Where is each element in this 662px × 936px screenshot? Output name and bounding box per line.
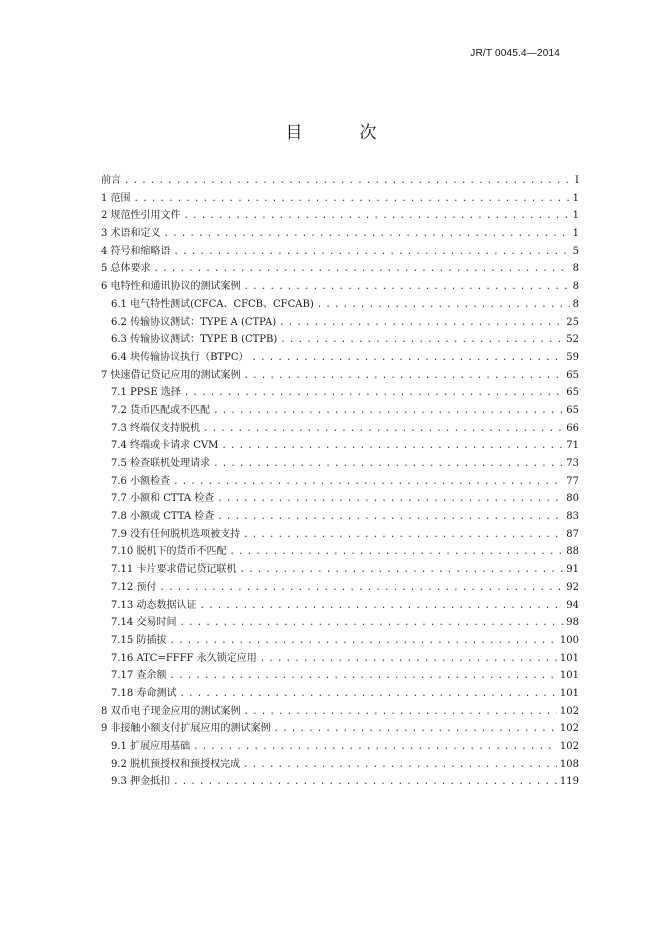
toc-entry-label: 前言: [101, 175, 121, 186]
toc-leader-dots: [217, 509, 563, 527]
toc-entry-page: 98: [566, 617, 579, 629]
toc-entry[interactable]: [101, 473, 579, 491]
toc-entry-label: 9.3 押金抵扣: [111, 776, 171, 788]
toc-entry-label: 6.2 传输协议测试：TYPE A (CTPA): [111, 316, 277, 328]
toc-entry[interactable]: [101, 773, 579, 791]
toc-entry-label: 7.10 脱机下的货币不匹配: [111, 546, 227, 558]
page-title: 目 次: [285, 123, 397, 143]
toc-entry-page: 1: [572, 210, 579, 222]
toc-leader-dots: [221, 438, 563, 456]
toc-entry-page: 65: [566, 404, 579, 416]
toc-entry-label: 7.1 PPSE 选择: [111, 387, 181, 399]
toc-leader-dots: [243, 757, 557, 775]
toc-leader-dots: [217, 491, 563, 509]
toc-entry[interactable]: [101, 597, 579, 615]
toc-entry[interactable]: [101, 384, 579, 402]
toc-leader-dots: [193, 739, 557, 757]
toc-leader-dots: [173, 474, 563, 492]
table-of-contents: [101, 172, 579, 791]
toc-leader-dots: [179, 686, 556, 704]
toc-entry[interactable]: [101, 561, 579, 579]
toc-entry[interactable]: [101, 650, 579, 668]
toc-leader-dots: [239, 562, 563, 580]
toc-entry-label: 9 非接触小额支付扩展应用的测试案例: [101, 723, 271, 735]
toc-entry[interactable]: [101, 190, 579, 208]
toc-entry-page: 52: [566, 334, 579, 346]
toc-leader-dots: [317, 297, 570, 315]
toc-leader-dots: [179, 615, 563, 633]
toc-leader-dots: [260, 651, 557, 669]
toc-entry-page: 119: [559, 776, 579, 788]
toc-leader-dots: [184, 208, 570, 226]
toc-entry-label: 7.4 终端或卡请求 CVM: [111, 440, 219, 452]
toc-entry[interactable]: [101, 420, 579, 438]
toc-entry-page: 101: [559, 652, 579, 664]
toc-entry-page: 94: [566, 599, 579, 611]
toc-entry-label: 7 快速借记贷记应用的测试案例: [101, 369, 241, 381]
toc-entry[interactable]: [101, 508, 579, 526]
toc-entry-label: 6 电特性和通讯协议的测试案例: [101, 281, 241, 293]
toc-entry-label: 7.15 防插拔: [111, 634, 167, 646]
toc-entry-page: 1: [572, 192, 579, 204]
toc-leader-dots: [251, 350, 563, 368]
toc-entry[interactable]: [101, 685, 579, 703]
toc-leader-dots: [169, 633, 556, 651]
toc-entry-label: 7.11 卡片要求借记贷记联机: [111, 564, 237, 576]
toc-entry-page: 8: [572, 263, 579, 275]
toc-entry-page: 91: [566, 564, 579, 576]
toc-entry-page: 100: [559, 634, 579, 646]
toc-entry-page: 8: [572, 281, 579, 293]
toc-entry-label: 7.17 查余额: [111, 670, 167, 682]
toc-entry[interactable]: [101, 349, 579, 367]
toc-entry-page: 1: [572, 228, 579, 240]
toc-entry-page: 87: [566, 528, 579, 540]
toc-entry-page: 59: [566, 351, 579, 363]
toc-entry-page: 101: [559, 687, 579, 699]
toc-leader-dots: [173, 774, 557, 792]
toc-entry[interactable]: [101, 296, 579, 314]
toc-leader-dots: [244, 704, 557, 722]
toc-entry-label: 7.3 终端仅支持脱机: [111, 422, 201, 434]
toc-entry-page: 73: [566, 458, 579, 469]
toc-entry-page: 108: [559, 758, 579, 770]
toc-leader-dots: [229, 544, 563, 562]
toc-entry[interactable]: [101, 738, 579, 756]
toc-leader-dots: [154, 261, 570, 279]
toc-entry-page: 5: [572, 245, 579, 257]
toc-entry[interactable]: [101, 632, 579, 650]
toc-entry-page: 77: [566, 475, 579, 487]
toc-leader-dots: [199, 598, 563, 616]
toc-entry[interactable]: [101, 756, 579, 774]
toc-entry-page: 80: [566, 493, 579, 505]
toc-leader-dots: [274, 721, 557, 739]
toc-entry-label: 6.4 块传输协议执行（BTPC）: [111, 351, 249, 363]
toc-entry-label: 8 双币电子现金应用的测试案例: [101, 705, 241, 717]
toc-entry-label: 7.14 交易时间: [111, 617, 177, 629]
toc-entry[interactable]: [101, 526, 579, 544]
toc-entry-label: 7.16 ATC=FFFF 永久锁定应用: [111, 652, 257, 664]
toc-entry-page: 25: [566, 316, 579, 328]
toc-entry[interactable]: [101, 225, 579, 243]
toc-entry-page: 83: [566, 511, 579, 523]
toc-entry-page: I: [575, 175, 579, 186]
toc-entry-label: 2 规范性引用文件: [101, 210, 181, 222]
toc-entry-label: 7.13 动态数据认证: [111, 599, 197, 611]
toc-leader-dots: [243, 527, 563, 545]
toc-entry-page: 102: [559, 741, 579, 752]
toc-entry-label: 6.3 传输协议测试：TYPE B (CTPB): [111, 334, 278, 346]
toc-entry-label: 4 符号和缩略语: [101, 245, 171, 257]
toc-leader-dots: [203, 421, 563, 439]
toc-leader-dots: [124, 173, 570, 191]
toc-entry[interactable]: [101, 402, 579, 420]
toc-entry[interactable]: [101, 720, 579, 738]
toc-entry-label: 7.12 预付: [111, 581, 157, 593]
toc-entry-page: 88: [566, 546, 579, 558]
toc-entry-label: 1 范围: [101, 192, 131, 204]
toc-entry-label: 9.1 扩展应用基础: [111, 741, 191, 752]
toc-entry-page: 92: [566, 581, 579, 593]
toc-entry[interactable]: [101, 579, 579, 597]
toc-entry-page: 66: [566, 422, 579, 434]
toc-leader-dots: [213, 403, 563, 421]
toc-entry[interactable]: [101, 703, 579, 721]
toc-entry[interactable]: [101, 260, 579, 278]
toc-entry-page: 8: [572, 298, 579, 310]
toc-leader-dots: [280, 332, 563, 350]
toc-entry[interactable]: [101, 243, 579, 261]
toc-entry[interactable]: [101, 543, 579, 561]
toc-entry-label: 6.1 电气特性测试(CFCA、CFCB、CFCAB): [111, 298, 314, 310]
toc-entry[interactable]: [101, 367, 579, 385]
toc-entry-page: 102: [559, 723, 579, 735]
toc-entry[interactable]: [101, 667, 579, 685]
toc-entry-page: 101: [559, 670, 579, 682]
toc-entry[interactable]: [101, 455, 579, 473]
toc-entry-page: 65: [566, 369, 579, 381]
toc-entry-label: 7.6 小额检查: [111, 475, 171, 487]
document-code: JR/T 0045.4—2014: [470, 48, 560, 59]
toc-entry-label: 9.2 脱机预授权和预授权完成: [111, 758, 241, 770]
toc-leader-dots: [174, 244, 570, 262]
toc-entry-label: 7.7 小额和 CTTA 检查: [111, 493, 215, 505]
toc-leader-dots: [164, 226, 570, 244]
toc-leader-dots: [184, 385, 563, 403]
toc-entry-page: 102: [559, 705, 579, 717]
toc-leader-dots: [169, 668, 556, 686]
toc-leader-dots: [279, 315, 563, 333]
toc-entry-label: 7.9 没有任何脱机选项被支持: [111, 528, 241, 540]
toc-entry-label: 7.5 检查联机处理请求: [111, 458, 211, 469]
toc-entry-page: 71: [566, 440, 579, 452]
toc-entry[interactable]: [101, 278, 579, 296]
toc-leader-dots: [244, 279, 570, 297]
toc-entry[interactable]: [101, 331, 579, 349]
toc-entry[interactable]: [101, 207, 579, 225]
toc-leader-dots: [213, 456, 563, 474]
toc-leader-dots: [134, 191, 570, 209]
toc-entry[interactable]: [101, 437, 579, 455]
toc-entry-label: 3 术语和定义: [101, 228, 161, 240]
toc-entry-page: 65: [566, 387, 579, 399]
toc-entry-label: 7.2 货币匹配或不匹配: [111, 404, 211, 416]
toc-entry[interactable]: [101, 172, 579, 190]
toc-entry[interactable]: [101, 614, 579, 632]
toc-leader-dots: [159, 580, 563, 598]
toc-leader-dots: [244, 368, 564, 386]
toc-entry-label: 7.18 寿命测试: [111, 687, 177, 699]
toc-entry-label: 7.8 小额或 CTTA 检查: [111, 511, 215, 523]
toc-entry[interactable]: [101, 490, 579, 508]
toc-entry[interactable]: [101, 314, 579, 332]
toc-entry-label: 5 总体要求: [101, 263, 151, 275]
